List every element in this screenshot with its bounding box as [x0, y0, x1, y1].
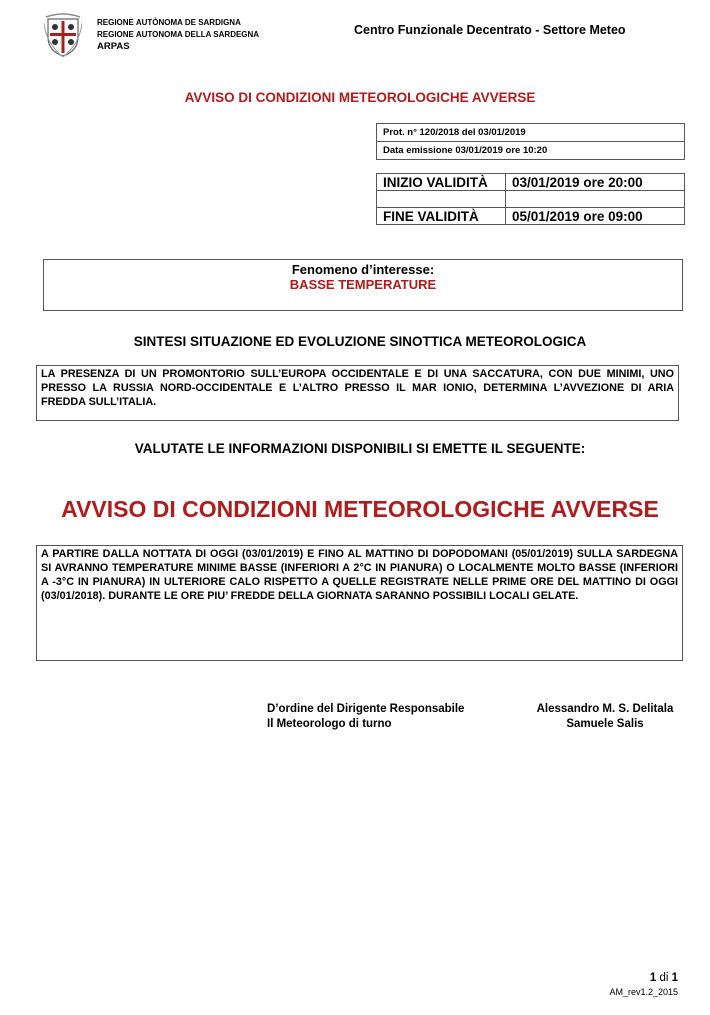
evaluation-heading: VALUTATE LE INFORMAZIONI DISPONIBILI SI EMETTE IL SEGUENTE:	[134, 441, 586, 456]
protocol-table	[376, 123, 685, 160]
warning-title: AVVISO DI CONDIZIONI METEOROLOGICHE AVVERSE	[61, 496, 659, 522]
phenomenon-label: Fenomeno d’interesse:	[291, 262, 435, 277]
emission-date: Data emissione 03/01/2019 ore 10:20	[377, 142, 685, 160]
validity-end-label: FINE VALIDITÀ	[377, 208, 506, 225]
validity-spacer-cell	[506, 191, 685, 208]
page-separator: di	[659, 972, 669, 984]
validity-spacer-cell	[377, 191, 506, 208]
agency-name: ARPAS	[97, 41, 130, 52]
region-header	[97, 17, 259, 53]
signature-names	[520, 702, 690, 732]
warning-text-box: A PARTIRE DALLA NOTTATA DI OGGI (03/01/2019) E FINO AL MATTINO DI DOPODOMANI (05/01/2019) SULLA SARDEGNA SI AVRANNO TEMPERATURE MINIME BASSE (INFERIORI A 2°C IN PIANURA) O LOCALMENTE MOLTO BASSE (INFERIORI A -3°C IN PIANURA) IN ULTERIORE CALO RISPETTO A QUELLE REGISTRATE NELLE PRIME ORE DEL MATTINO DI OGGI (03/01/2018). DURANTE LE ORE PIU’ FREDDE DELLA GIORNATA SARANNO POSSIBILI LOCALI GELATE.	[36, 545, 683, 661]
document-title: AVVISO DI CONDIZIONI METEOROLOGICHE AVVERSE	[184, 90, 536, 105]
region-name-sardinian: REGIONE AUTÒNOMA DE SARDIGNA	[97, 18, 241, 27]
synopsis-heading: SINTESI SITUAZIONE ED EVOLUZIONE SINOTTICA METEOROLOGICA	[133, 334, 587, 349]
page-total: 1	[671, 972, 678, 984]
validity-start-label: INIZIO VALIDITÀ	[377, 174, 506, 191]
synopsis-text-box: LA PRESENZA DI UN PROMONTORIO SULL’EUROPA OCCIDENTALE E DI UNA SACCATURA, CON DUE MINIMI, UNO PRESSO LA RUSSIA NORD-OCCIDENTALE E L’ALTRO PRESSO IL MAR IONIO, DETERMINA L’AVVEZIONE DI ARIA FREDDA SULL’ITALIA.	[36, 365, 679, 421]
region-coat-of-arms-logo	[44, 13, 82, 57]
validity-table	[376, 173, 685, 225]
signature-roles	[267, 702, 464, 732]
protocol-number: Prot. n° 120/2018 del 03/01/2019	[377, 124, 685, 142]
region-name-italian: REGIONE AUTONOMA DELLA SARDEGNA	[97, 30, 260, 39]
page-indicator	[600, 972, 678, 984]
revision-code: AM_rev1.2_2015	[609, 987, 678, 997]
page-current: 1	[649, 972, 657, 984]
signer-name-1: Alessandro M. S. Delitala	[536, 703, 674, 715]
signer-name-2: Samuele Salis	[566, 718, 644, 730]
phenomenon-value: BASSE TEMPERATURE	[289, 277, 437, 292]
validity-start-value: 03/01/2019 ore 20:00	[506, 174, 685, 191]
order-line: D’ordine del Dirigente Responsabile	[267, 703, 465, 715]
duty-line: Il Meteorologo di turno	[267, 718, 392, 730]
validity-end-value: 05/01/2019 ore 09:00	[506, 208, 685, 225]
phenomenon-box	[43, 259, 683, 311]
center-name: Centro Funzionale Decentrato - Settore Meteo	[354, 23, 626, 37]
